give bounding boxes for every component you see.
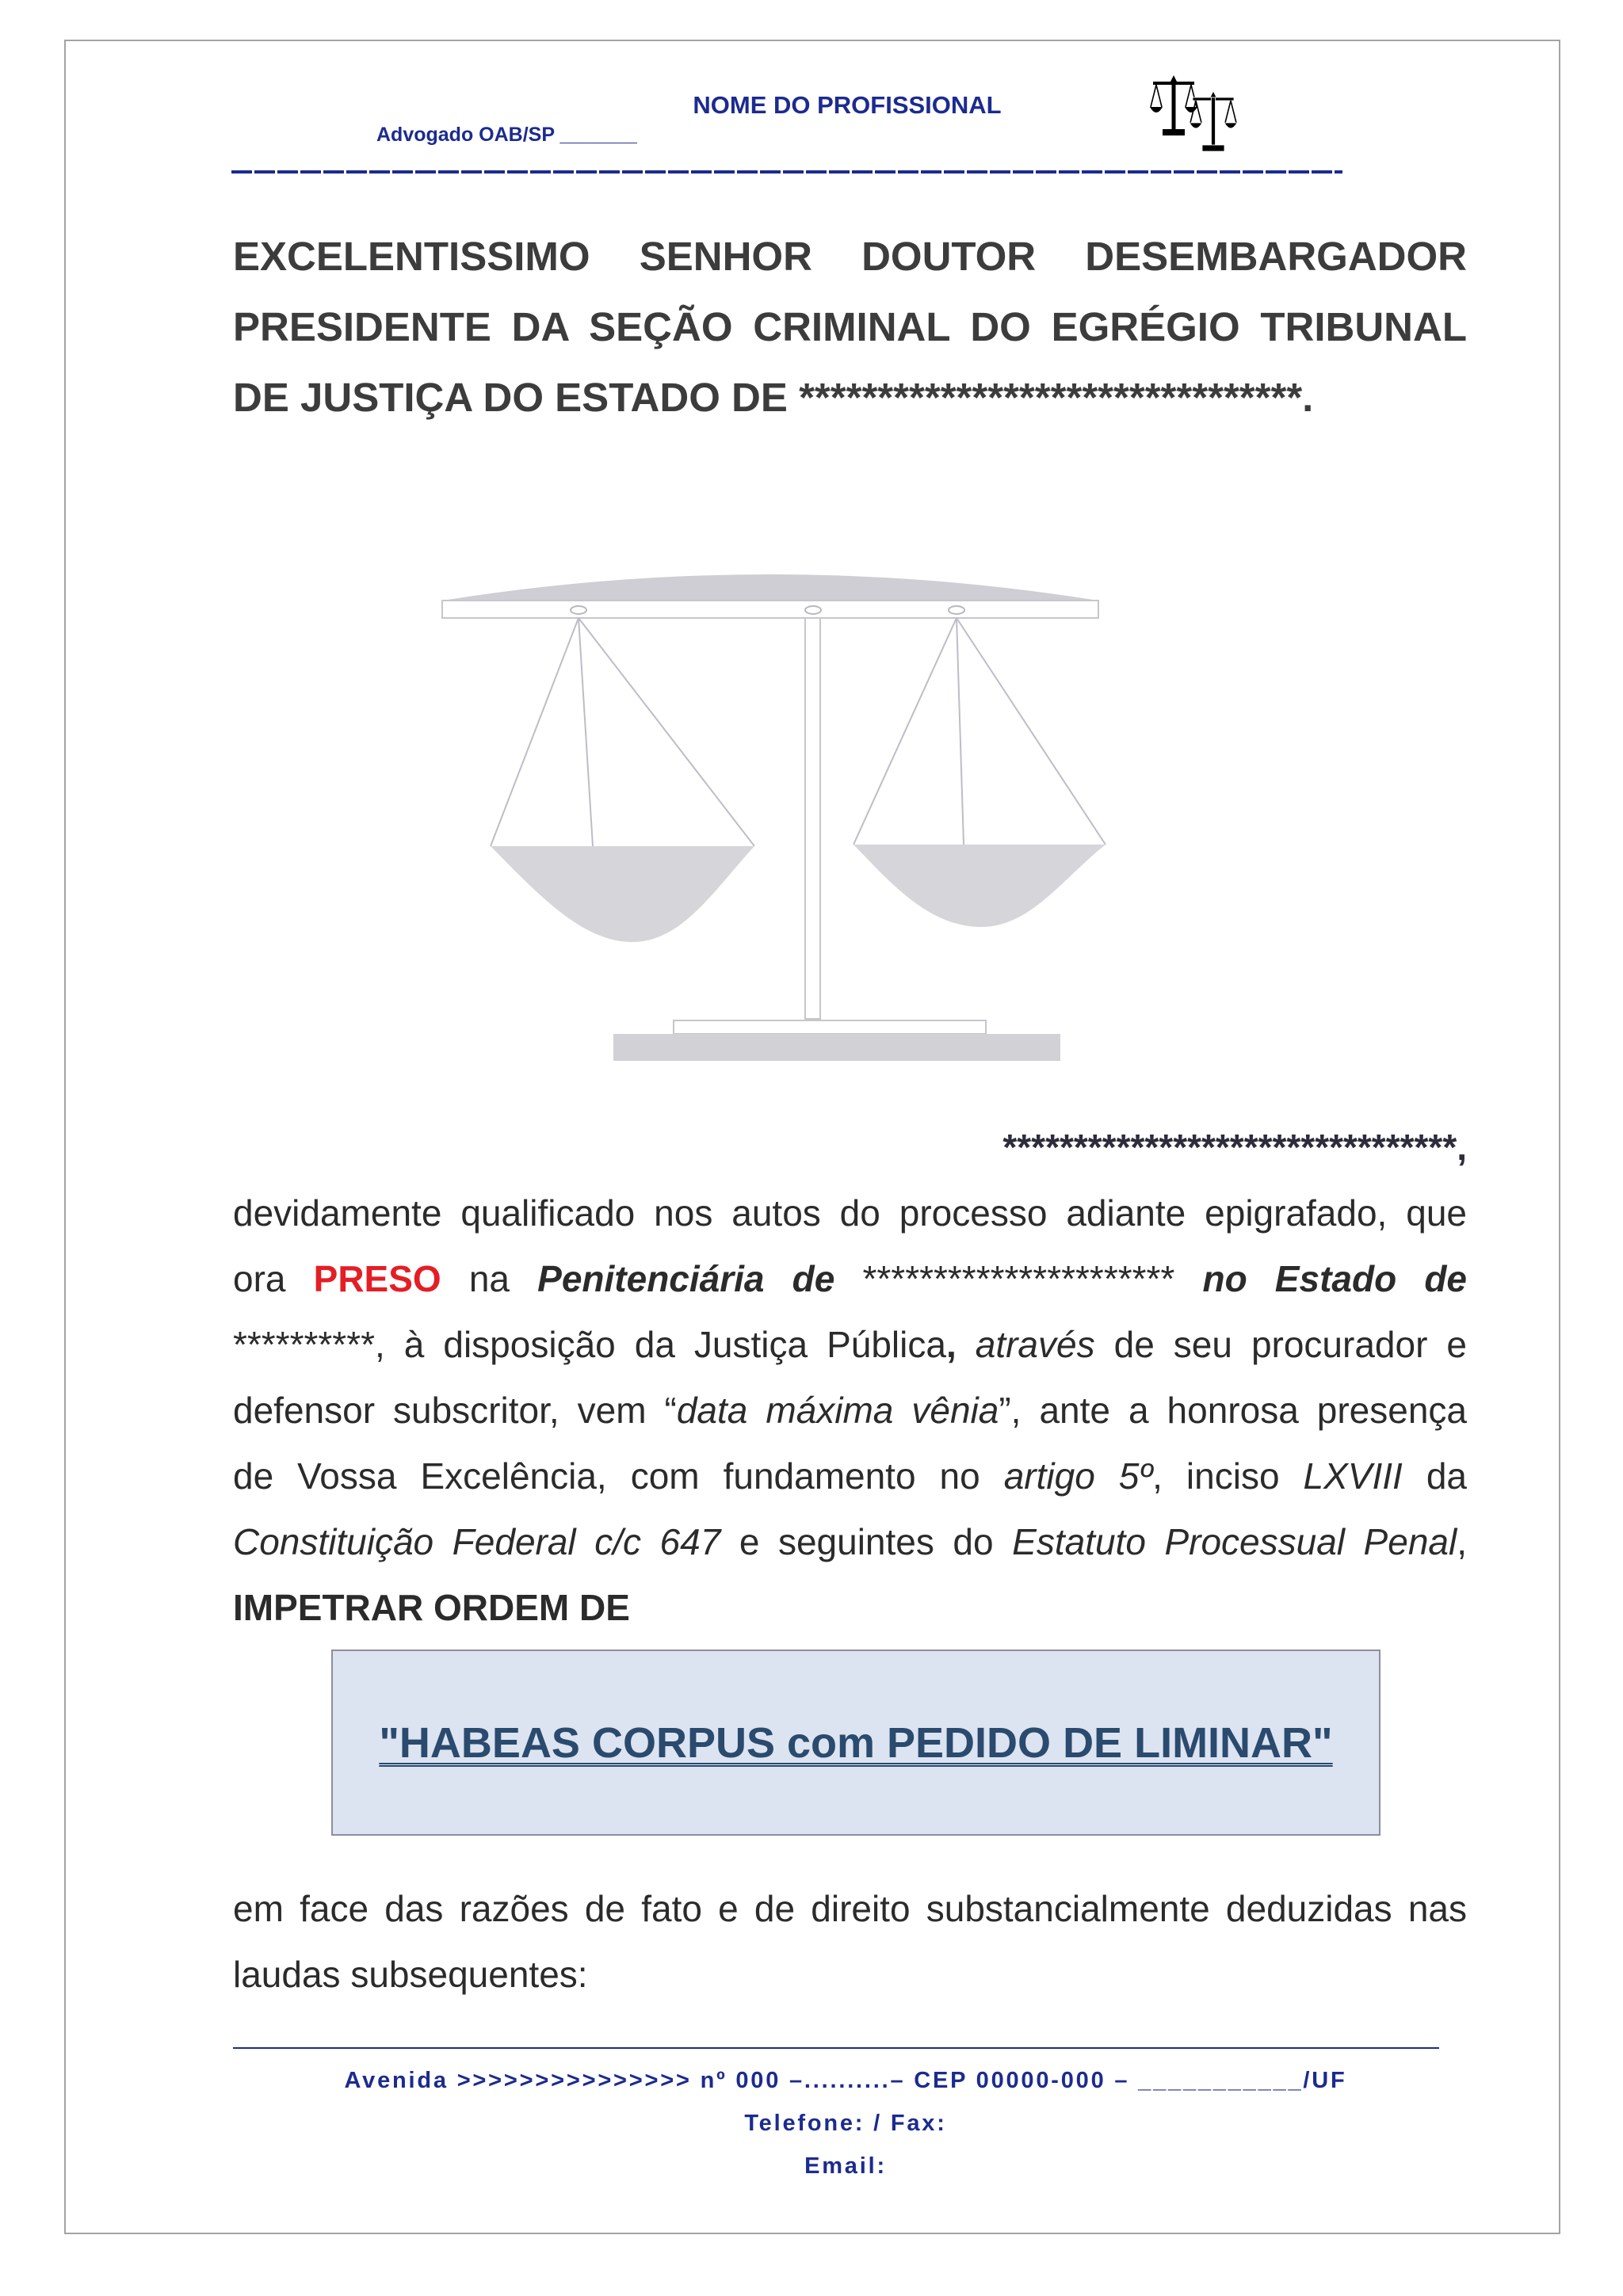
- oab-registration: Advogado OAB/SP _______: [376, 124, 637, 146]
- scale-icon-back: [1150, 75, 1197, 135]
- closing-line: em face das razões de fato e de direito substancialmente deduzidas nas: [233, 1888, 1467, 1929]
- body-text: ora: [233, 1258, 314, 1299]
- body-text: devidamente qualificado nos autos do processo adiante epigrafado, que: [233, 1192, 1467, 1234]
- body-emphasis: ,: [945, 1324, 957, 1365]
- petition-body: [233, 1115, 1467, 1641]
- body-italic: através: [975, 1324, 1095, 1365]
- footer-email: Email:: [804, 2153, 887, 2179]
- impetrar-heading: IMPETRAR ORDEM DE: [233, 1587, 630, 1628]
- body-line: [233, 1312, 1467, 1378]
- footer-contact: [233, 2059, 1458, 2187]
- closing-line: laudas subsequentes:: [233, 1954, 588, 1995]
- scale-left-pan: [491, 618, 754, 942]
- body-text: da: [1402, 1455, 1467, 1497]
- footer-address: Avenida >>>>>>>>>>>>>>> nº 000 –..........– CEP 00000-000 – ___________/UF: [344, 2068, 1347, 2093]
- body-emphasis: no Estado de: [1202, 1258, 1468, 1299]
- body-line: [233, 1575, 1467, 1641]
- body-line: [233, 1246, 1467, 1312]
- body-emphasis: Penitenciária de: [537, 1258, 835, 1299]
- body-text: **********************: [834, 1258, 1203, 1299]
- body-line: [233, 1378, 1467, 1444]
- scale-beam: [442, 574, 1098, 618]
- petitioner-name: ********************************,: [1002, 1127, 1467, 1168]
- scale-pole: [805, 618, 820, 1019]
- scale-icon-front: [1190, 91, 1237, 151]
- addressee-line: EXCELENTISSIMO SENHOR DOUTOR DESEMBARGADOR: [233, 234, 1467, 279]
- body-text: defensor subscritor, vem “: [233, 1390, 677, 1431]
- header-divider: [231, 170, 1342, 174]
- scale-right-pan: [854, 618, 1106, 927]
- body-text: na: [441, 1258, 538, 1299]
- body-line: [233, 1444, 1467, 1509]
- closing-paragraph: [233, 1876, 1467, 2008]
- body-line: [233, 1180, 1467, 1246]
- habeas-corpus-box: [331, 1650, 1381, 1836]
- body-text: [957, 1324, 976, 1365]
- body-text: de seu procurador e: [1094, 1324, 1467, 1365]
- body-text: ”, ante a honrosa presença: [999, 1390, 1467, 1431]
- professional-name: NOME DO PROFISSIONAL: [693, 91, 1002, 119]
- preso-highlight: PRESO: [313, 1258, 441, 1299]
- habeas-corpus-title: "HABEAS CORPUS com PEDIDO DE LIMINAR": [379, 1718, 1333, 1767]
- body-text: e seguintes do: [720, 1521, 1013, 1562]
- addressee-line: PRESIDENTE DA SEÇÃO CRIMINAL DO EGRÉGIO TRIBUNAL: [233, 304, 1467, 349]
- scales-of-justice-illustration: [428, 566, 1125, 1074]
- footer-divider: [233, 2047, 1439, 2049]
- addressee-heading: [233, 221, 1467, 433]
- body-italic: LXVIII: [1303, 1455, 1403, 1497]
- scale-base: [613, 1020, 1060, 1061]
- body-italic: Estatuto Processual Penal: [1012, 1521, 1457, 1562]
- body-italic: Constituição Federal c/c 647: [233, 1521, 721, 1562]
- scales-of-justice-icon: [1150, 75, 1239, 154]
- body-italic: artigo 5º: [1003, 1455, 1153, 1497]
- footer-phone: Telefone: / Fax:: [744, 2111, 947, 2136]
- body-text: de Vossa Excelência, com fundamento no: [233, 1455, 1004, 1497]
- body-text: ,: [1457, 1521, 1467, 1562]
- body-line: [233, 1509, 1467, 1575]
- body-text: , inciso: [1152, 1455, 1304, 1497]
- addressee-line: DE JUSTIÇA DO ESTADO DE ********************************.: [233, 375, 1314, 420]
- body-italic: data máxima vênia: [676, 1390, 999, 1431]
- body-text: **********, à disposição da Justiça Pública: [233, 1324, 946, 1365]
